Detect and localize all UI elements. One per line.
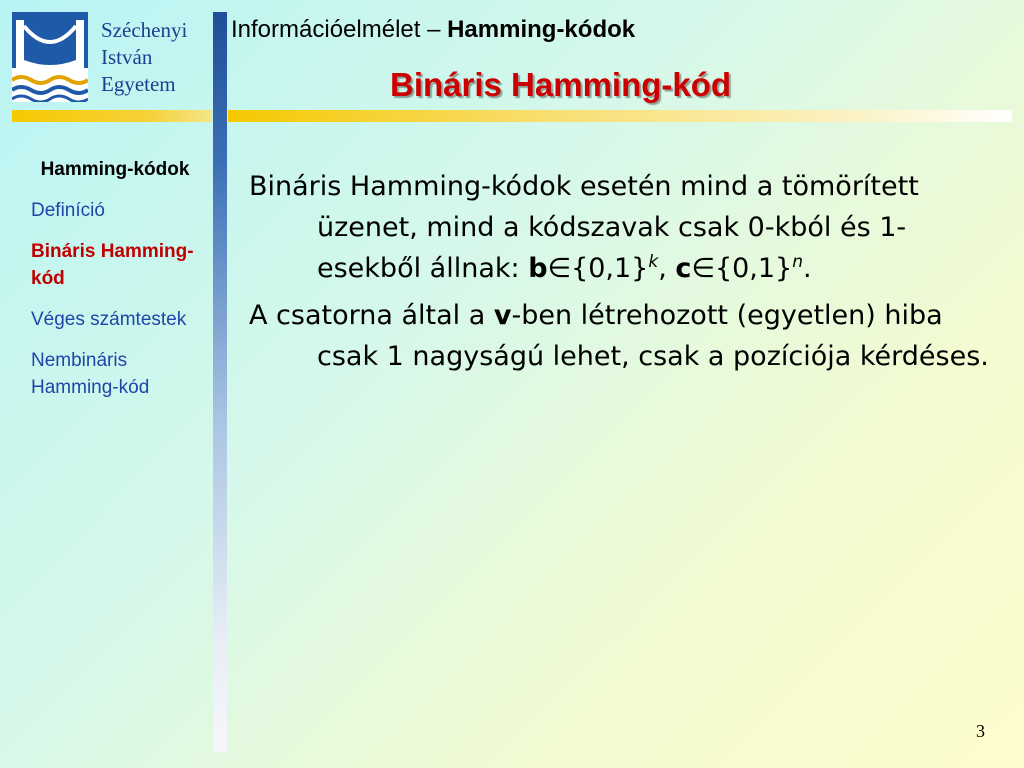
var-c: c [675,253,692,284]
sidebar-item-nembinaris-hamming-kod[interactable]: Nembináris Hamming-kód [31,350,150,398]
slide-body [249,166,994,383]
university-name-line2: István [101,45,153,69]
page-number: 3 [976,721,985,741]
slide-title: Bináris Hamming-kód [390,66,732,103]
bridge-logo-icon [12,12,88,102]
header-divider-left [12,110,212,122]
course-name: Információelmélet – [231,16,448,43]
element-of-symbol-2: ∈ [691,253,715,284]
sidebar-nav [0,156,210,415]
var-v: v [493,300,512,331]
course-subject [231,16,635,44]
vertical-divider [213,12,227,752]
course-topic: Hamming-kódok [447,16,636,43]
sidebar-heading: Hamming-kódok [40,159,190,180]
header-divider-right [228,110,1012,122]
sidebar-item-definicio[interactable]: Definíció [31,200,105,221]
exponent-n: n [792,252,804,272]
university-name [101,17,187,98]
exponent-k: k [648,252,659,272]
paragraph-2-text-b: -ben létrehozott (egyetlen) hiba csak 1 nagyságú lehet, csak a pozíciója kérdéses. [317,300,989,372]
sidebar-item-veges-szamtestek[interactable]: Véges számtestek [31,309,187,330]
var-b: b [528,253,548,284]
paragraph-1 [249,166,994,289]
set-0-1-2: {0,1} [714,253,793,284]
university-name-line1: Széchenyi [101,18,188,42]
comma: , [658,253,676,284]
period: . [803,253,812,284]
university-logo [12,12,88,102]
element-of-symbol: ∈ [547,253,572,284]
paragraph-2-text-a: A csatorna által a [249,300,494,331]
university-name-line3: Egyetem [101,72,176,96]
set-0-1: {0,1} [571,253,649,284]
paragraph-2 [249,295,994,377]
sidebar-item-binaris-hamming-kod[interactable]: Bináris Hamming-kód [31,241,194,289]
paragraph-1-text: Bináris Hamming-kódok esetén mind a tömörített üzenet, mind a kódszavak csak 0-kból és 1-esekből állnak: [249,171,919,284]
